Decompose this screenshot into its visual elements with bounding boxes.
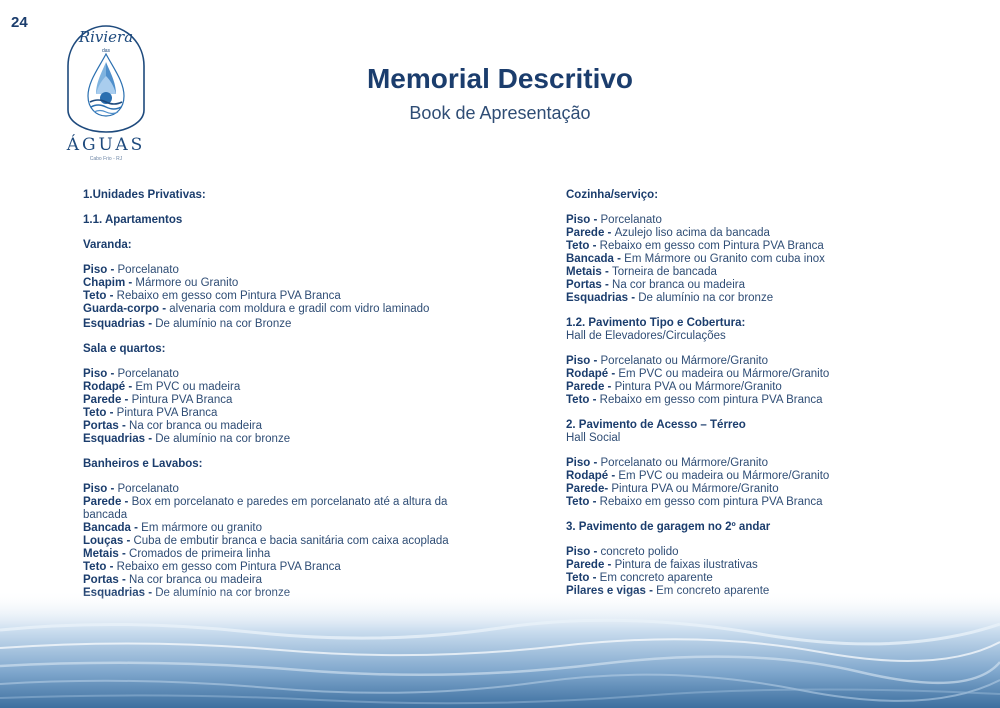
spec-key: Parede - — [83, 496, 132, 508]
spec-value: alvenaria com moldura e gradil com vidro laminado — [169, 303, 430, 315]
spec-line — [83, 290, 473, 303]
spec-value: concreto polido — [600, 546, 679, 558]
logo-text-riviera: Riviera — [78, 28, 134, 46]
spec-key: Teto - — [566, 240, 600, 252]
spec-line — [566, 394, 896, 407]
spec-key: Louças - — [83, 535, 134, 547]
spec-line — [83, 318, 473, 331]
spec-value: Na cor branca ou madeira — [129, 574, 262, 586]
spec-value: Na cor branca ou madeira — [129, 420, 262, 432]
section-heading: 1.Unidades Privativas: — [83, 189, 206, 201]
spec-key: Teto - — [566, 496, 600, 508]
spec-value: Em PVC ou madeira ou Mármore/Granito — [618, 470, 830, 482]
spec-line — [566, 572, 896, 585]
page-title: Memorial Descritivo — [366, 63, 634, 94]
spec-list — [566, 457, 896, 509]
spec-key: Metais - — [566, 266, 613, 278]
spec-line — [83, 407, 473, 420]
page-subtitle: Book de Apresentação — [409, 103, 591, 123]
spec-key: Parede - — [566, 227, 615, 239]
spec-key: Piso - — [83, 264, 118, 276]
spec-key: Portas - — [83, 574, 130, 586]
spec-value: Cuba de embutir branca e bacia sanitária com caixa acoplada — [133, 535, 449, 547]
spec-list — [83, 368, 473, 446]
spec-key: Bancada - — [566, 253, 625, 265]
spec-key: Rodapé - — [566, 368, 619, 380]
spec-key: Parede - — [566, 381, 615, 393]
left-column — [83, 189, 473, 600]
spec-key: Rodapé - — [566, 470, 619, 482]
spec-line — [566, 483, 896, 496]
spec-line — [83, 264, 473, 277]
spec-line — [566, 240, 896, 253]
logo-text-city: Cabo Frio - RJ — [89, 156, 123, 162]
spec-key: Teto - — [566, 394, 600, 406]
spec-key: Teto - — [83, 290, 117, 302]
spec-list — [83, 264, 473, 331]
spec-key: Guarda-corpo - — [83, 303, 170, 315]
spec-line — [566, 279, 896, 292]
spec-line — [566, 457, 896, 470]
logo-text-das: das — [101, 48, 111, 54]
spec-line — [83, 420, 473, 433]
spec-line — [566, 559, 896, 572]
spec-value: Porcelanato ou Mármore/Granito — [600, 457, 768, 469]
spec-key: Esquadrias - — [83, 433, 156, 445]
spec-key: Chapim - — [83, 277, 136, 289]
spec-value: Porcelanato — [117, 483, 179, 495]
spec-value: Porcelanato ou Mármore/Granito — [600, 355, 768, 367]
page-number: 24 — [11, 14, 28, 31]
section-heading: 1.1. Apartamentos — [83, 214, 183, 226]
spec-value: Pintura de faixas ilustrativas — [614, 559, 758, 571]
spec-line — [83, 535, 473, 548]
spec-line — [83, 522, 473, 535]
spec-value: De alumínio na cor Bronze — [155, 318, 292, 330]
spec-value: Pintura PVA Branca — [116, 407, 218, 419]
spec-key: Portas - — [566, 279, 613, 291]
spec-line — [83, 303, 473, 316]
spec-value: De alumínio na cor bronze — [155, 433, 291, 445]
spec-value: Mármore ou Granito — [135, 277, 239, 289]
spec-line — [83, 561, 473, 574]
spec-line — [566, 253, 896, 266]
spec-key: Piso - — [566, 214, 601, 226]
spec-line — [83, 433, 473, 446]
spec-line — [566, 368, 896, 381]
spec-line — [566, 266, 896, 279]
section-heading: Sala e quartos: — [83, 343, 166, 355]
spec-value: Torneira de bancada — [612, 266, 717, 278]
spec-key: Bancada - — [83, 522, 142, 534]
spec-value: Porcelanato — [600, 214, 662, 226]
spec-key: Piso - — [566, 457, 601, 469]
right-column — [566, 189, 896, 598]
spec-list — [566, 214, 896, 305]
spec-value: Em PVC ou madeira — [135, 381, 241, 393]
spec-key: Piso - — [83, 368, 118, 380]
spec-line — [83, 381, 473, 394]
section-heading: Varanda: — [83, 239, 132, 251]
spec-line — [83, 548, 473, 561]
spec-value: Rebaixo em gesso com Pintura PVA Branca — [116, 290, 341, 302]
spec-value: Em Mármore ou Granito com cuba inox — [624, 253, 825, 265]
spec-value: Porcelanato — [117, 368, 179, 380]
spec-key: Teto - — [83, 561, 117, 573]
spec-key: Metais - — [83, 548, 130, 560]
spec-line — [83, 483, 473, 496]
spec-value: Rebaixo em gesso com pintura PVA Branca — [599, 394, 823, 406]
spec-key: Rodapé - — [83, 381, 136, 393]
spec-value: Rebaixo em gesso com Pintura PVA Branca — [116, 561, 341, 573]
spec-value: Na cor branca ou madeira — [612, 279, 745, 291]
spec-list — [566, 355, 896, 407]
spec-value: Rebaixo em gesso com Pintura PVA Branca — [599, 240, 824, 252]
spec-value: Em PVC ou madeira ou Mármore/Granito — [618, 368, 830, 380]
spec-line — [566, 227, 896, 240]
spec-line — [566, 546, 896, 559]
section-subheading: Hall de Elevadores/Circulações — [566, 330, 726, 342]
section-heading: 1.2. Pavimento Tipo e Cobertura: — [566, 317, 746, 329]
spec-line — [566, 355, 896, 368]
spec-value: Em mármore ou granito — [141, 522, 262, 534]
spec-line — [566, 381, 896, 394]
spec-line — [83, 574, 473, 587]
spec-value: De alumínio na cor bronze — [638, 292, 774, 304]
spec-key: Portas - — [83, 420, 130, 432]
spec-key: Esquadrias - — [566, 292, 639, 304]
logo-text-aguas: ÁGUAS — [66, 135, 146, 155]
spec-value: Porcelanato — [117, 264, 179, 276]
spec-key: Parede- — [566, 483, 612, 495]
spec-value: Rebaixo em gesso com pintura PVA Branca — [599, 496, 823, 508]
spec-line — [83, 394, 473, 407]
spec-line — [83, 277, 473, 290]
section-heading: 3. Pavimento de garagem no 2º andar — [566, 521, 771, 533]
spec-value: Pintura PVA ou Mármore/Granito — [614, 381, 782, 393]
spec-value: Em concreto aparente — [599, 572, 713, 584]
section-heading: 2. Pavimento de Acesso – Térreo — [566, 419, 746, 431]
section-heading: Banheiros e Lavabos: — [83, 458, 203, 470]
section-heading: Cozinha/serviço: — [566, 189, 659, 201]
ocean-waves-decoration — [0, 590, 1000, 708]
spec-key: Piso - — [566, 546, 601, 558]
spec-key: Teto - — [566, 572, 600, 584]
riviera-das-aguas-logo — [58, 14, 154, 166]
spec-value: Pintura PVA ou Mármore/Granito — [611, 483, 779, 495]
spec-line — [83, 496, 473, 522]
spec-key: Piso - — [83, 483, 118, 495]
spec-value: Cromados de primeira linha — [129, 548, 271, 560]
spec-key: Piso - — [566, 355, 601, 367]
spec-key: Parede - — [83, 394, 132, 406]
spec-line — [83, 368, 473, 381]
spec-line — [566, 292, 896, 305]
spec-key: Parede - — [566, 559, 615, 571]
spec-list — [83, 483, 473, 600]
spec-value: Box em porcelanato e paredes em porcelanato até a altura da bancada — [83, 496, 448, 521]
spec-line — [566, 470, 896, 483]
spec-key: Teto - — [83, 407, 117, 419]
spec-line — [566, 214, 896, 227]
spec-value: Azulejo liso acima da bancada — [614, 227, 770, 239]
section-subheading: Hall Social — [566, 432, 621, 444]
spec-line — [566, 496, 896, 509]
spec-value: Pintura PVA Branca — [131, 394, 233, 406]
spec-key: Esquadrias - — [83, 318, 156, 330]
